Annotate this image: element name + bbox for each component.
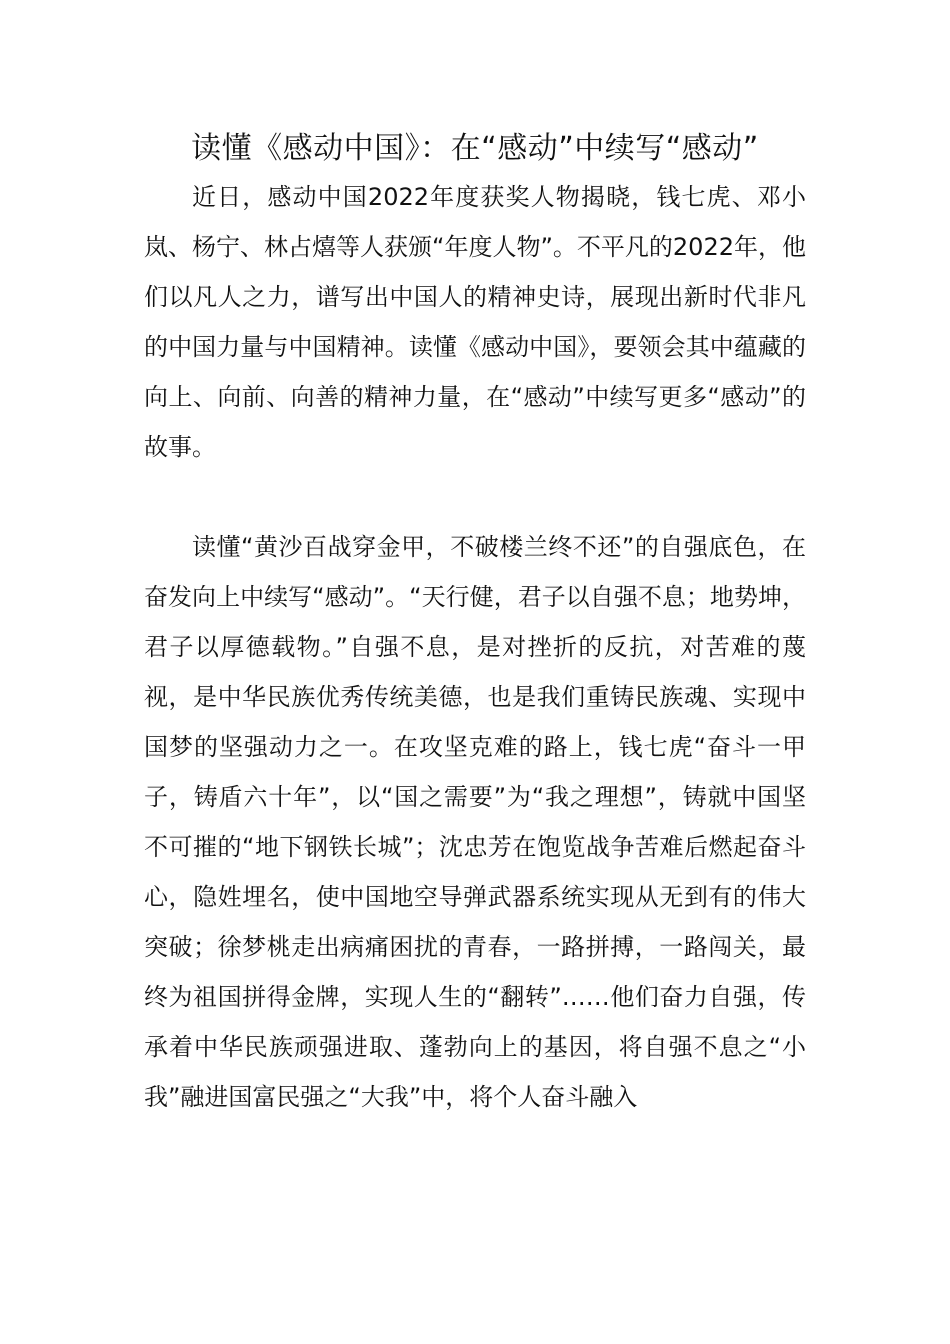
document-body (144, 126, 806, 1122)
paragraph-intro: 近日，感动中国2022年度获奖人物揭晓，钱七虎、邓小岚、杨宁、林占熺等人获颁“年度人物”。不平凡的2022年，他们以凡人之力，谱写出中国人的精神史诗，展现出新时代非凡的中国力量与中国精神。读懂《感动中国》，要领会其中蕴藏的向上、向前、向善的精神力量，在“感动”中续写更多“感动”的故事。 (144, 183, 806, 461)
paragraph-spacer (144, 472, 806, 522)
document-title: 读懂《感动中国》：在“感动”中续写“感动” (191, 131, 759, 166)
paragraph-self-strengthening: 读懂“黄沙百战穿金甲，不破楼兰终不还”的自强底色，在奋发向上中续写“感动”。“天行健，君子以自强不息；地势坤，君子以厚德载物。”自强不息，是对挫折的反抗，对苦难的蔑视，是中华民族优秀传统美德，也是我们重铸民族魂、实现中国梦的坚强动力之一。在攻坚克难的路上，钱七虎“奋斗一甲子，铸盾六十年”，以“国之需要”为“我之理想”，铸就中国坚不可摧的“地下钢铁长城”；沈忠芳在饱览战争苦难后燃起奋斗心，隐姓埋名，使中国地空导弹武器系统实现从无到有的伟大突破；徐梦桃走出病痛困扰的青春，一路拼搏，一路闯关，最终为祖国拼得金牌，实现人生的“翻转”……他们奋力自强，传承着中华民族顽强进取、蓬勃向上的基因，将自强不息之“小我”融进国富民强之“大我”中，将个人奋斗融入 (144, 533, 806, 1111)
